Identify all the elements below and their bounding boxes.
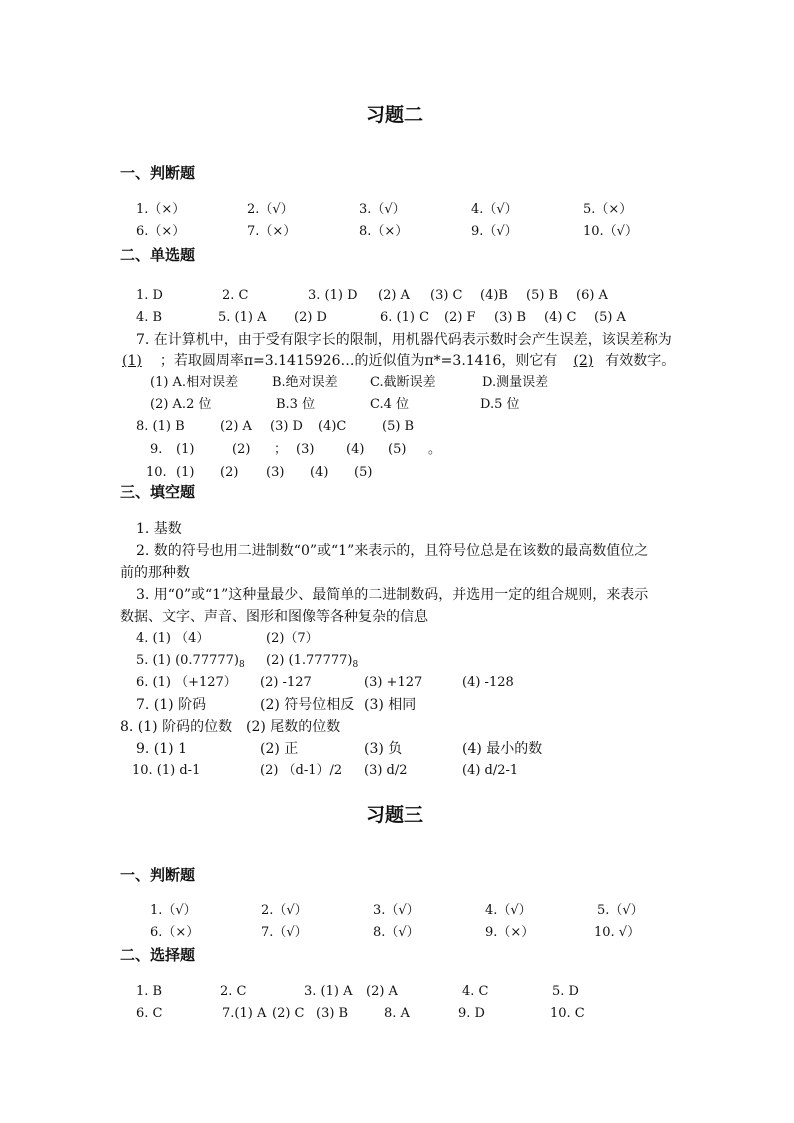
ex2-q9-blank: (3) <box>296 442 315 457</box>
ex2-q7-option: (2) A.2 位 <box>150 397 212 412</box>
ex3-mc-answer: 5. D <box>552 984 579 999</box>
ex2-fill-answer: (2) 正 <box>260 741 299 757</box>
ex2-mc-answer: (2) A <box>378 288 410 303</box>
ex2-fill-answer: 9. (1) 1 <box>136 741 187 757</box>
ex2-q8-answer: 8. (1) B <box>136 419 185 434</box>
ex3-tf-answer: 2.（√） <box>261 903 308 918</box>
exercise-2-title: 习题二 <box>366 104 424 126</box>
ex2-fill-answer: (2) 符号位相反 <box>260 697 355 713</box>
ex3-mc-answer: (3) B <box>316 1006 349 1021</box>
ex2-q10-blank: (1) <box>176 465 195 480</box>
ex3-tf-answer: 3.（√） <box>373 903 420 918</box>
ex2-tf-answer: 10.（√） <box>583 224 638 239</box>
ex3-mc-answer: (2) A <box>366 984 398 999</box>
ex3-section-1-heading: 一、判断题 <box>120 866 196 884</box>
ex3-tf-answer: 6.（×） <box>150 925 200 940</box>
ex3-tf-answer: 1.（√） <box>150 903 197 918</box>
ex2-mc-answer: (2) F <box>444 310 476 325</box>
ex2-q7-text: 7. 在计算机中，由于受有限字长的限制，用机器代码表示数时会产生误差，该误差称为 <box>136 332 672 348</box>
ex2-fill-answer: (3) d/2 <box>364 763 408 778</box>
ex2-fill-answer: 6. (1) （+127） <box>136 675 237 690</box>
ex2-fill-answer: 数据、文字、声音、图形和图像等各种复杂的信息 <box>120 609 428 625</box>
ex2-tf-answer: 7.（×） <box>247 224 297 239</box>
ex2-q9-blank: 9. <box>150 442 163 457</box>
ex2-mc-answer: 6. (1) C <box>380 310 430 325</box>
ex3-mc-answer: 7.(1) A <box>222 1006 267 1021</box>
ex3-mc-answer: (2) C <box>272 1006 305 1021</box>
ex3-mc-answer: 1. B <box>136 984 163 999</box>
ex2-q8-answer: (4)C <box>318 419 347 434</box>
ex3-mc-answer: 8. A <box>384 1006 410 1021</box>
ex2-q10-blank: (3) <box>266 465 285 480</box>
ex2-section-2-heading: 二、单选题 <box>120 246 196 264</box>
ex2-fill-answer: (2) $(1.77777)_8$ <box>266 653 359 670</box>
ex2-fill-answer: 2. 数的符号也用二进制数“0”或“1”来表示的，且符号位总是在该数的最高数值位之 <box>136 543 649 559</box>
ex3-mc-answer: 9. D <box>458 1006 485 1021</box>
ex3-mc-answer: 2. C <box>220 984 247 999</box>
ex2-mc-answer: 5. (1) A <box>218 310 267 325</box>
ex3-tf-answer: 10. √） <box>594 925 641 940</box>
ex2-fill-answer: 10. (1) d-1 <box>132 763 201 778</box>
ex2-q10-blank: (2) <box>220 465 239 480</box>
ex2-q10-blank: (5) <box>354 465 373 480</box>
ex2-mc-answer: 1. D <box>136 288 163 303</box>
ex2-fill-answer: 5. (1) $(0.77777)_8$ <box>136 653 245 670</box>
ex2-fill-answer: (2) （d-1）/2 <box>260 763 343 778</box>
ex2-fill-answer: 3. 用“0”或“1”这种量最少、最简单的二进制数码，并选用一定的组合规则，来表示 <box>136 587 649 603</box>
ex2-mc-answer: 2. C <box>222 288 249 303</box>
q7-blank-1: (1) <box>122 353 142 369</box>
ex2-mc-answer: (4)B <box>480 288 508 303</box>
ex2-q9-blank: (1) <box>176 442 195 457</box>
ex2-mc-answer: 4. B <box>136 310 163 325</box>
ex2-fill-answer: (3) 负 <box>364 741 403 757</box>
ex2-q7-option: B.3 位 <box>276 397 316 412</box>
ex2-q8-answer: (3) D <box>270 419 303 434</box>
ex3-tf-answer: 4.（√） <box>485 903 532 918</box>
ex2-tf-answer: 5.（×） <box>583 202 633 217</box>
ex2-fill-answer: 8. (1) 阶码的位数 <box>120 719 233 735</box>
ex2-section-1-heading: 一、判断题 <box>120 164 196 182</box>
ex2-q7-option: B.绝对误差 <box>272 375 338 390</box>
ex2-fill-answer: 1. 基数 <box>136 521 182 537</box>
ex2-mc-answer: (2) D <box>294 310 327 325</box>
ex2-fill-answer: 7. (1) 阶码 <box>136 697 207 713</box>
ex2-fill-answer: 前的那种数 <box>120 565 190 581</box>
ex2-fill-answer: (4) 最小的数 <box>462 741 543 757</box>
exercise-3-title: 习题三 <box>366 804 424 826</box>
ex2-tf-answer: 4.（√） <box>471 202 518 217</box>
ex2-tf-answer: 6.（×） <box>136 224 186 239</box>
ex2-q7-option: C.4 位 <box>370 397 410 412</box>
ex2-fill-answer: (3) 相同 <box>364 697 417 713</box>
ex2-q7-option: (1) A.相对误差 <box>150 375 239 390</box>
ex2-fill-answer: (4) -128 <box>462 675 514 690</box>
ex3-mc-answer: 10. C <box>550 1006 585 1021</box>
ex2-q9-blank: (2) <box>232 442 251 457</box>
ex2-q9-blank: (5) <box>388 442 407 457</box>
ex2-q7-text-line2: (1) ；若取圆周率π=3.1415926…的近似值为π*=3.1416，则它有 (2) 有效数字。 <box>122 353 676 369</box>
ex2-fill-answer: (3) +127 <box>364 675 423 690</box>
ex3-tf-answer: 8.（√） <box>373 925 420 940</box>
ex3-mc-answer: 3. (1) A <box>304 984 353 999</box>
ex3-tf-answer: 5.（√） <box>597 903 644 918</box>
ex2-tf-answer: 8.（×） <box>359 224 409 239</box>
ex3-mc-answer: 4. C <box>462 984 489 999</box>
ex2-q7-option: D.测量误差 <box>482 375 549 390</box>
ex2-mc-answer: (3) C <box>430 288 463 303</box>
ex2-mc-answer: (5) B <box>526 288 559 303</box>
ex2-fill-answer: (4) d/2-1 <box>462 763 519 778</box>
ex2-q9-blank: 。 <box>428 442 442 457</box>
ex2-q9-blank: (4) <box>346 442 365 457</box>
ex2-mc-answer: (4) C <box>544 310 577 325</box>
ex2-q10-blank: 10. <box>146 465 167 480</box>
ex2-q7-option: C.截断误差 <box>370 375 436 390</box>
ex2-q7-option: D.5 位 <box>480 397 520 412</box>
ex2-mc-answer: (5) A <box>594 310 626 325</box>
ex2-fill-answer: (2)（7） <box>266 631 319 646</box>
ex2-fill-answer: 4. (1) （4） <box>136 631 210 646</box>
ex3-tf-answer: 9.（×） <box>485 925 535 940</box>
ex2-q9-blank: ； <box>274 442 288 457</box>
ex2-mc-answer: 3. (1) D <box>308 288 358 303</box>
ex2-q8-answer: (2) A <box>220 419 252 434</box>
ex2-q8-answer: (5) B <box>382 419 415 434</box>
q7-blank-2: (2) <box>573 353 594 369</box>
ex2-mc-answer: (3) B <box>494 310 527 325</box>
ex2-fill-answer: (2) 尾数的位数 <box>246 719 341 735</box>
ex2-tf-answer: 1.（×） <box>136 202 186 217</box>
ex2-tf-answer: 9.（√） <box>471 224 518 239</box>
ex2-tf-answer: 3.（√） <box>359 202 406 217</box>
ex2-section-3-heading: 三、填空题 <box>120 483 196 501</box>
ex3-tf-answer: 7.（√） <box>261 925 308 940</box>
ex2-fill-answer: (2) -127 <box>260 675 312 690</box>
ex3-section-2-heading: 二、选择题 <box>120 946 196 964</box>
ex2-tf-answer: 2.（√） <box>247 202 294 217</box>
ex3-mc-answer: 6. C <box>136 1006 163 1021</box>
ex2-q10-blank: (4) <box>310 465 329 480</box>
ex2-mc-answer: (6) A <box>576 288 608 303</box>
